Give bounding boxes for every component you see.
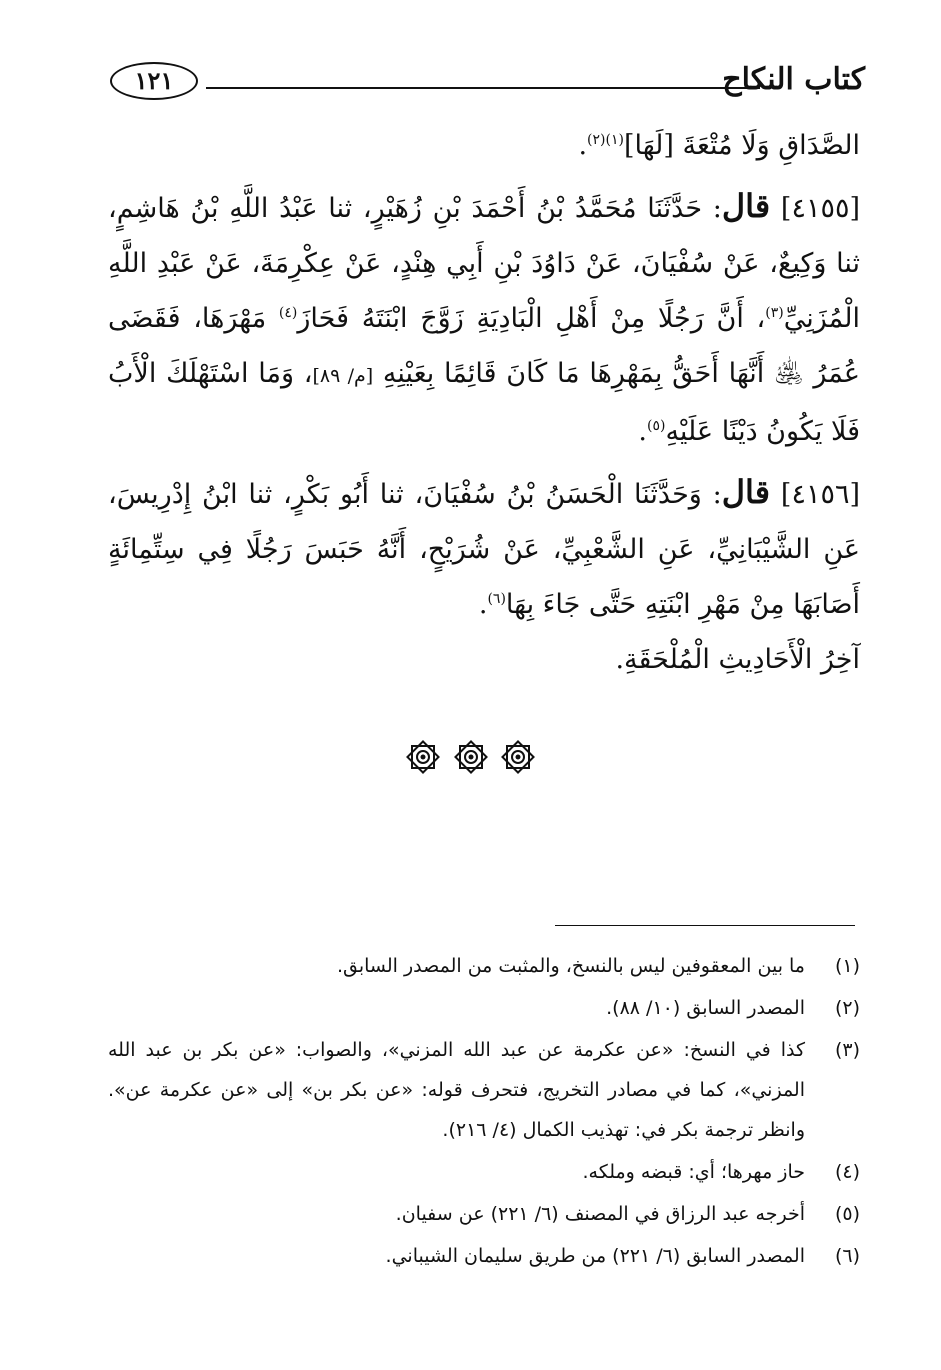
manuscript-marker: [م/ ٨٩] [312,365,374,387]
hadith-text: ، أَنَّ رَجُلًا مِنْ أَهْلِ الْبَادِيَةِ زَوَّجَ ابْنَتَهُ فَحَازَ [297,303,766,334]
footnote-text: ما بين المعقوفين ليس بالنسخ، والمثبت من المصدر السابق. [336,955,805,977]
footnote-ref: (٥) [646,418,666,434]
footnote-6 [108,1236,860,1276]
footnote-text: كذا في النسخ: «عن عكرمة عن عبد الله المزني»، والصواب: «عن بكر بن عبد الله المزني»، كما في مصادر التخريج، فتحرف قوله: «عن بكر بن» إلى «عن عكرمة عن». وانظر ترجمة بكر في: تهذيب الكمال (٤/ ٢١٦). [108,1039,805,1141]
footnote-ref: (٤) [278,305,298,321]
footnote-number: (٦) [834,1245,860,1267]
closing-line: آخِرُ الْأَحَادِيثِ الْمُلْحَقَةِ. [615,644,860,675]
footnote-number: (٥) [834,1203,860,1225]
footnote-3 [108,1030,860,1150]
section-ornament [0,740,941,778]
header-rule [206,87,760,89]
footnote-text: المصدر السابق (١٠/ ٨٨). [606,997,805,1019]
hadith-number: [٤١٥٦] [780,479,860,510]
footnote-5 [108,1194,860,1234]
main-text [108,118,860,687]
chapter-title: كتاب النكاح [722,62,865,97]
hadith-text: : حَدَّثَنَا مُحَمَّدُ بْنُ أَحْمَدَ بْنِ زُهَيْرٍ، ثنا عَبْدُ اللَّهِ بْنُ هَاشِمٍ، ثنا وَكِيعٌ، عَنْ سُفْيَانَ، عَنْ دَاوُدَ بْنِ أَبِي هِنْدٍ، عَنْ عِكْرِمَةَ، عَنْ عَبْدِ اللَّهِ الْمُزَنِيِّ [108,193,860,334]
hadith-text: : وَحَدَّثَنَا الْحَسَنُ بْنُ سُفْيَانَ، ثنا أَبُو بَكْرٍ، ثنا ابْنُ إِدْرِيسَ، عَنِ الشَّيْبَانِيِّ، عَنِ الشَّعْبِيِّ، عَنْ شُرَيْحٍ، أَنَّهُ حَبَسَ رَجُلًا فِي سِتِّمِائَةٍ أَصَابَهَا مِنْ مَهْرِ ابْنَتِهِ حَتَّى جَاءَ بِهَا [108,479,860,620]
footnote-number: (٤) [834,1161,860,1183]
rosette-ornament-icon [501,740,535,774]
footnote-number: (١) [834,955,860,977]
footnote-4 [108,1152,860,1192]
footnote-1 [108,946,860,986]
rosette-ornament-icon [454,740,488,774]
hadith-4155: [٤١٥٥] قال: حَدَّثَنَا مُحَمَّدُ بْنُ أَحْمَدَ بْنِ زُهَيْرٍ، ثنا عَبْدُ اللَّهِ بْنُ هَاشِمٍ، ثنا وَكِيعٌ، عَنْ سُفْيَانَ، عَنْ دَاوُدَ بْنِ أَبِي هِنْدٍ، عَنْ عِكْرِمَةَ، عَنْ عَبْدِ اللَّهِ الْمُزَنِيِّ$^{(٣)}$، أَنَّ رَجُلًا مِنْ أَهْلِ الْبَادِيَةِ زَوَّجَ ابْنَتَهُ فَحَازَ$^{(٤)}$ مَهْرَهَا، فَقَضَى عُمَرُ ﵁ أَنَّهَا أَحَقُّ بِمَهْرِهَا مَا كَانَ قَائِمًا بِعَيْنِهِ [م/ ٨٩]، وَمَا اسْتَهْلَكَ الْأَبُ فَلَا يَكُونُ دَيْنًا عَلَيْهِ$^{(٥)}$. [108,187,860,447]
footnotes [108,946,860,1278]
intro-paragraph: الصَّدَاقِ وَلَا مُتْعَةَ [لَهَا]$^{(١)(٢)}$. [578,130,860,161]
rosette-ornament-icon [406,740,440,774]
footnote-text: حاز مهرها؛ أي: قبضه وملكه. [582,1161,805,1183]
footnote-text: أخرجه عبد الرزاق في المصنف (٦/ ٢٢١) عن سفيان. [395,1203,805,1225]
footnote-ref: (٦) [487,591,506,607]
footnote-separator [555,925,855,926]
footnote-ref: (١)(٢) [587,132,624,148]
footnote-number: (٢) [834,997,860,1019]
hadith-4156: [٤١٥٦] قال: وَحَدَّثَنَا الْحَسَنُ بْنُ سُفْيَانَ، ثنا أَبُو بَكْرٍ، ثنا ابْنُ إِدْرِيسَ، عَنِ الشَّيْبَانِيِّ، عَنِ الشَّعْبِيِّ، عَنْ شُرَيْحٍ، أَنَّهُ حَبَسَ رَجُلًا فِي سِتِّمِائَةٍ أَصَابَهَا مِنْ مَهْرِ ابْنَتِهِ حَتَّى جَاءَ بِهَا$^{(٦)}$. [108,473,860,620]
footnote-number: (٣) [834,1039,860,1061]
intro-text: الصَّدَاقِ وَلَا مُتْعَةَ [لَهَا] [623,130,860,161]
qal-word: قال [721,187,771,225]
page-number: ١٢١ [110,62,198,100]
hadith-text: ، وَمَا اسْتَهْلَكَ الْأَبُ فَلَا يَكُونُ دَيْنًا عَلَيْهِ [108,358,860,447]
hadith-text: مَهْرَهَا، فَقَضَى عُمَرُ ﵁ أَنَّهَا أَحَقُّ بِمَهْرِهَا مَا كَانَ قَائِمًا بِعَيْنِهِ [108,303,860,389]
qal-word: قال [721,473,771,511]
footnote-text: المصدر السابق (٦/ ٢٢١) من طريق سليمان الشيباني. [385,1245,805,1267]
footnote-ref: (٣) [765,305,784,321]
hadith-number: [٤١٥٥] [780,193,860,224]
footnote-2 [108,988,860,1028]
page-header [110,58,865,114]
